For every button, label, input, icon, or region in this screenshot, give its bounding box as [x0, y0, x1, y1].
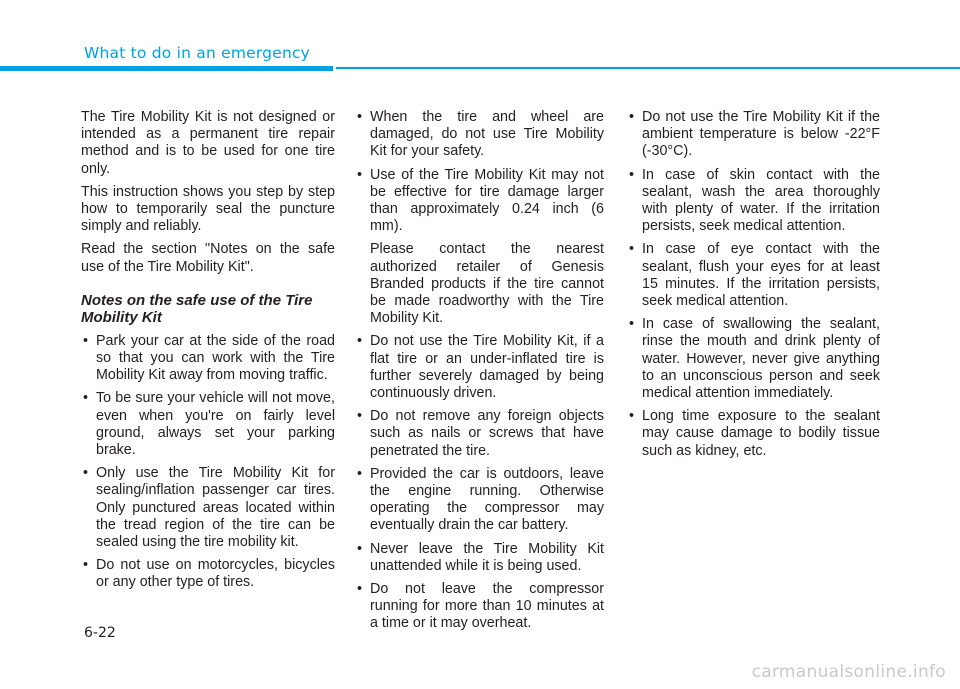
intro-paragraph: The Tire Mobility Kit is not designed or intended as a permanent tire repair method and is to be used for one tire only. — [81, 109, 335, 177]
list-item: • Only use the Tire Mobility Kit for sealing/inflation passenger car tires. Only punctured areas located within the tread region of the tire can be sealed using the tire mobility kit. — [81, 465, 335, 551]
page-number: 6-22 — [84, 625, 116, 641]
bullet-list — [355, 333, 604, 632]
list-item: • To be sure your vehicle will not move, even when you're on fairly level ground, always set your parking brake. — [81, 390, 335, 459]
list-item: • Never leave the Tire Mobility Kit unattended while it is being used. — [355, 541, 604, 575]
list-item: • Use of the Tire Mobility Kit may not be effective for tire damage larger than approximately 0.24 inch (6 mm). — [355, 167, 604, 236]
bullet-list — [355, 109, 604, 235]
list-item: • Long time exposure to the sealant may cause damage to bodily tissue such as kidney, etc. — [627, 408, 880, 460]
list-item: • In case of swallowing the sealant, rinse the mouth and drink plenty of water. However, never give anything to an unconscious person and seek medical attention immediately. — [627, 316, 880, 402]
sub-paragraph: Please contact the nearest authorized retailer of Genesis Branded products if the tire cannot be made roadworthy with the Tire Mobility Kit. — [370, 241, 604, 327]
column-3 — [627, 109, 880, 466]
intro-paragraph: This instruction shows you step by step how to temporarily seal the puncture simply and reliably. — [81, 183, 335, 235]
column-2 — [355, 109, 604, 639]
list-item: • In case of eye contact with the sealant, flush your eyes for at least 15 minutes. If the irritation persists, seek medical attention. — [627, 241, 880, 310]
list-item: • Do not use the Tire Mobility Kit, if a flat tire or an under-inflated tire is further severely damaged by being continuously driven. — [355, 333, 604, 402]
list-item: • In case of skin contact with the sealant, wash the area thoroughly with plenty of water. If the irritation persists, seek medical attention. — [627, 167, 880, 236]
header-rule-thin — [336, 67, 960, 69]
intro-paragraph: Read the section "Notes on the safe use of the Tire Mobility Kit". — [81, 241, 335, 275]
section-heading: Notes on the safe use of the Tire Mobility Kit — [81, 291, 313, 326]
list-item: • Park your car at the side of the road so that you can work with the Tire Mobility Kit away from moving traffic. — [81, 333, 335, 385]
bullet-list — [81, 333, 335, 592]
column-1 — [81, 109, 335, 598]
header-rule-thick — [0, 66, 333, 71]
bullet-list — [627, 109, 880, 460]
list-item: • Provided the car is outdoors, leave the engine running. Otherwise operating the compressor may eventually drain the car battery. — [355, 466, 604, 535]
list-item: • Do not remove any foreign objects such as nails or screws that have penetrated the tire. — [355, 408, 604, 460]
section-header-title: What to do in an emergency — [84, 44, 311, 62]
list-item: • Do not use the Tire Mobility Kit if the ambient temperature is below -22°F (-30°C). — [627, 109, 880, 161]
list-item: • Do not leave the compressor running for more than 10 minutes at a time or it may overheat. — [355, 581, 604, 633]
list-item: • Do not use on motorcycles, bicycles or any other type of tires. — [81, 557, 335, 591]
watermark-text: carmanualsonline.info — [751, 662, 946, 682]
list-item: • When the tire and wheel are damaged, do not use Tire Mobility Kit for your safety. — [355, 109, 604, 161]
